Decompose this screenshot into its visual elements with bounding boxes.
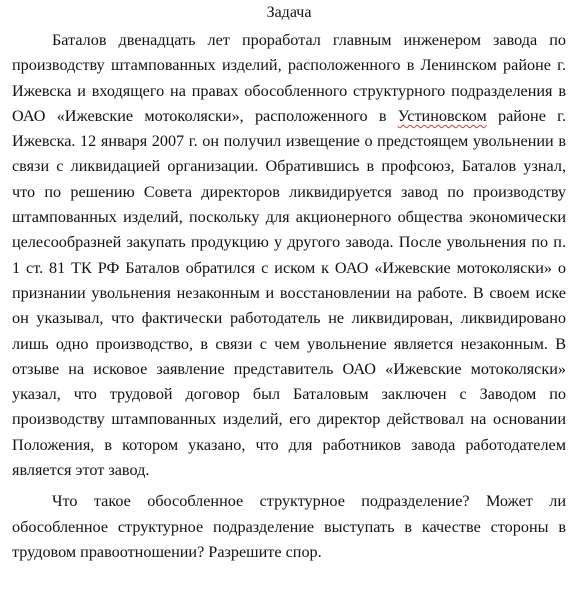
misspelled-word: Устиновском: [397, 106, 487, 125]
paragraph-text: районе г. Ижевска. 12 января 2007 г. он получил извещение о предстоящем увольнении в связи с ликвидацией организации. Обратившись в профсоюз, Баталов узнал, что по решению Совета директоров ликвидируется завод по производству штампованных изделий, поскольку для акционерного общества экономически целесообразней закупать продукцию у другого завода. После увольнения по п. 1 ст. 81 ТК РФ Баталов обратился с иском к ОАО «Ижевские мотоколяски» о признании увольнения незаконным и восстановлении на работе. В своем иске он указывал, что фактически работодатель не ликвидирован, ликвидировано лишь одно производство, в связи с чем увольнение является незаконным. В отзыве на исковое заявление представитель ОАО «Ижевские мотоколяски» указал, что трудовой договор был Баталовым заключен с Заводом по производству штампованных изделий, его директор действовал на основании Положения, в котором указано, что для работников завода работодателем является этот завод.: [12, 106, 566, 480]
document-title: Задача: [266, 4, 312, 21]
paragraph-text: Баталов двенадцать лет проработал главным инженером завода по производству штампованных изделий, расположенного в Ленинском районе г. Ижевска и входящего на правах обособленного структурного подразделения в ОАО «Ижевские мотоколяски», расположенного в: [12, 31, 566, 125]
paragraph-case-description: [12, 28, 566, 483]
paragraph-questions: [12, 489, 566, 565]
paragraph-text: Что такое обособленное структурное подразделение? Может ли обособленное структурное подразделение выступать в качестве стороны в трудовом правоотношении? Разрешите спор.: [12, 492, 566, 561]
